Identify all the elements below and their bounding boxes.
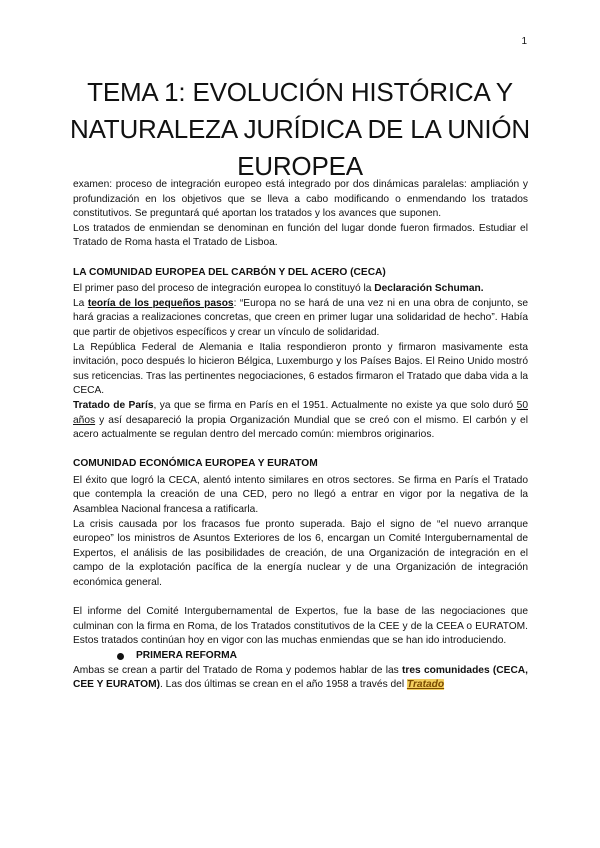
page-title: TEMA 1: EVOLUCIÓN HISTÓRICA Y NATURALEZA JURÍDICA DE LA UNIÓN EUROPEA bbox=[70, 77, 530, 181]
paragraph: El éxito que logró la CECA, alentó intento similares en otros sectores. Se firma en París el Tratado que contempla la creación de una CED, pero no llegó a entrar en vigor por la negativa de la Asamblea Nacional francesa a ratificarla. bbox=[73, 474, 528, 516]
underlined-text: 50 años bbox=[73, 399, 528, 426]
paragraph: La crisis causada por los fracasos fue pronto superada. Bajo el signo de “el nuevo arranque europeo” los ministros de Asuntos Exteriores de los 6, encargan un Comité Intergubernamental de Expertos, el análisis de las posibilidades de creación, de una Organización de integración en el campo de la explotación pacífica de la energía nuclear y de una Organización de integración económica general. bbox=[73, 518, 528, 589]
paragraph: Tratado de París, ya que se firma en París en el 1951. Actualmente no existe ya que solo duró 50 años y así desapareció la propia Organización Mundial que se creó con el mismo. El carbón y el acero actualmente se regulan dentro del mercado común: miembros originarios. bbox=[73, 399, 528, 441]
document-body bbox=[73, 178, 528, 693]
highlighted-text: Tratado bbox=[406, 679, 445, 691]
bullet-icon bbox=[117, 653, 124, 660]
bold-text: Tratado de París bbox=[73, 399, 154, 411]
paragraph: La República Federal de Alemania e Italia respondieron pronto y firmaron masivamente esta invitación, poco después lo hicieron Bélgica, Luxemburgo y los Países Bajos. El Reino Unido mostró sus reticencias. Tras las pertinentes negociaciones, 6 estados firmaron el Tratado que daba vida a la CECA. bbox=[73, 341, 528, 397]
intro-paragraph: examen: proceso de integración europeo está integrado por dos dinámicas paralelas: ampliación y profundización en los objetivos que se lleva a cabo modificando o enmendando los tratados constitutivos. Se preguntará qué aportan los tratados y los avances que suponen. bbox=[73, 179, 528, 220]
section-heading-cee: COMUNIDAD ECONÓMICA EUROPEA Y EURATOM bbox=[73, 458, 318, 470]
paragraph: Ambas se crean a partir del Tratado de Roma y podemos hablar de las tres comunidades (CECA, CEE Y EURATOM). Las dos últimas se crean en el año 1958 a través del Tratado bbox=[73, 664, 528, 691]
page-number: 1 bbox=[521, 36, 527, 47]
bullet-label: PRIMERA REFORMA bbox=[136, 650, 237, 661]
paragraph: El primer paso del proceso de integración europea lo constituyó la Declaración Schuman. bbox=[73, 283, 484, 295]
bullet-item bbox=[73, 649, 528, 664]
bold-text: tres comunidades (CECA, CEE Y EURATOM) bbox=[73, 664, 528, 691]
section-heading-ceca: LA COMUNIDAD EUROPEA DEL CARBÓN Y DEL ACERO (CECA) bbox=[73, 266, 386, 278]
intro-paragraph: Los tratados de enmiendan se denominan en función del lugar donde fueron firmados. Estudiar el Tratado de Roma hasta el Tratado de Lisboa. bbox=[73, 222, 528, 249]
underlined-term: teoría de los pequeños pasos bbox=[87, 297, 234, 309]
paragraph: El informe del Comité Intergubernamental de Expertos, fue la base de las negociaciones que culminan con la firma en Roma, de los Tratados constitutivos de la CEE y de la CEEA o EURATOM. Estos tratados continúan hoy en vigor con las muchas enmiendas que se han ido introduciendo. bbox=[73, 606, 528, 647]
bold-text: Declaración Schuman. bbox=[374, 283, 484, 295]
paragraph: La teoría de los pequeños pasos: “Europa no se hará de una vez ni en una obra de conjunto, se hará gracias a realizaciones concretas, que creen en primer lugar una solidaridad de hecho”. Había que partir de objetivos específicos y crear un vínculo de solidaridad. bbox=[73, 297, 529, 338]
